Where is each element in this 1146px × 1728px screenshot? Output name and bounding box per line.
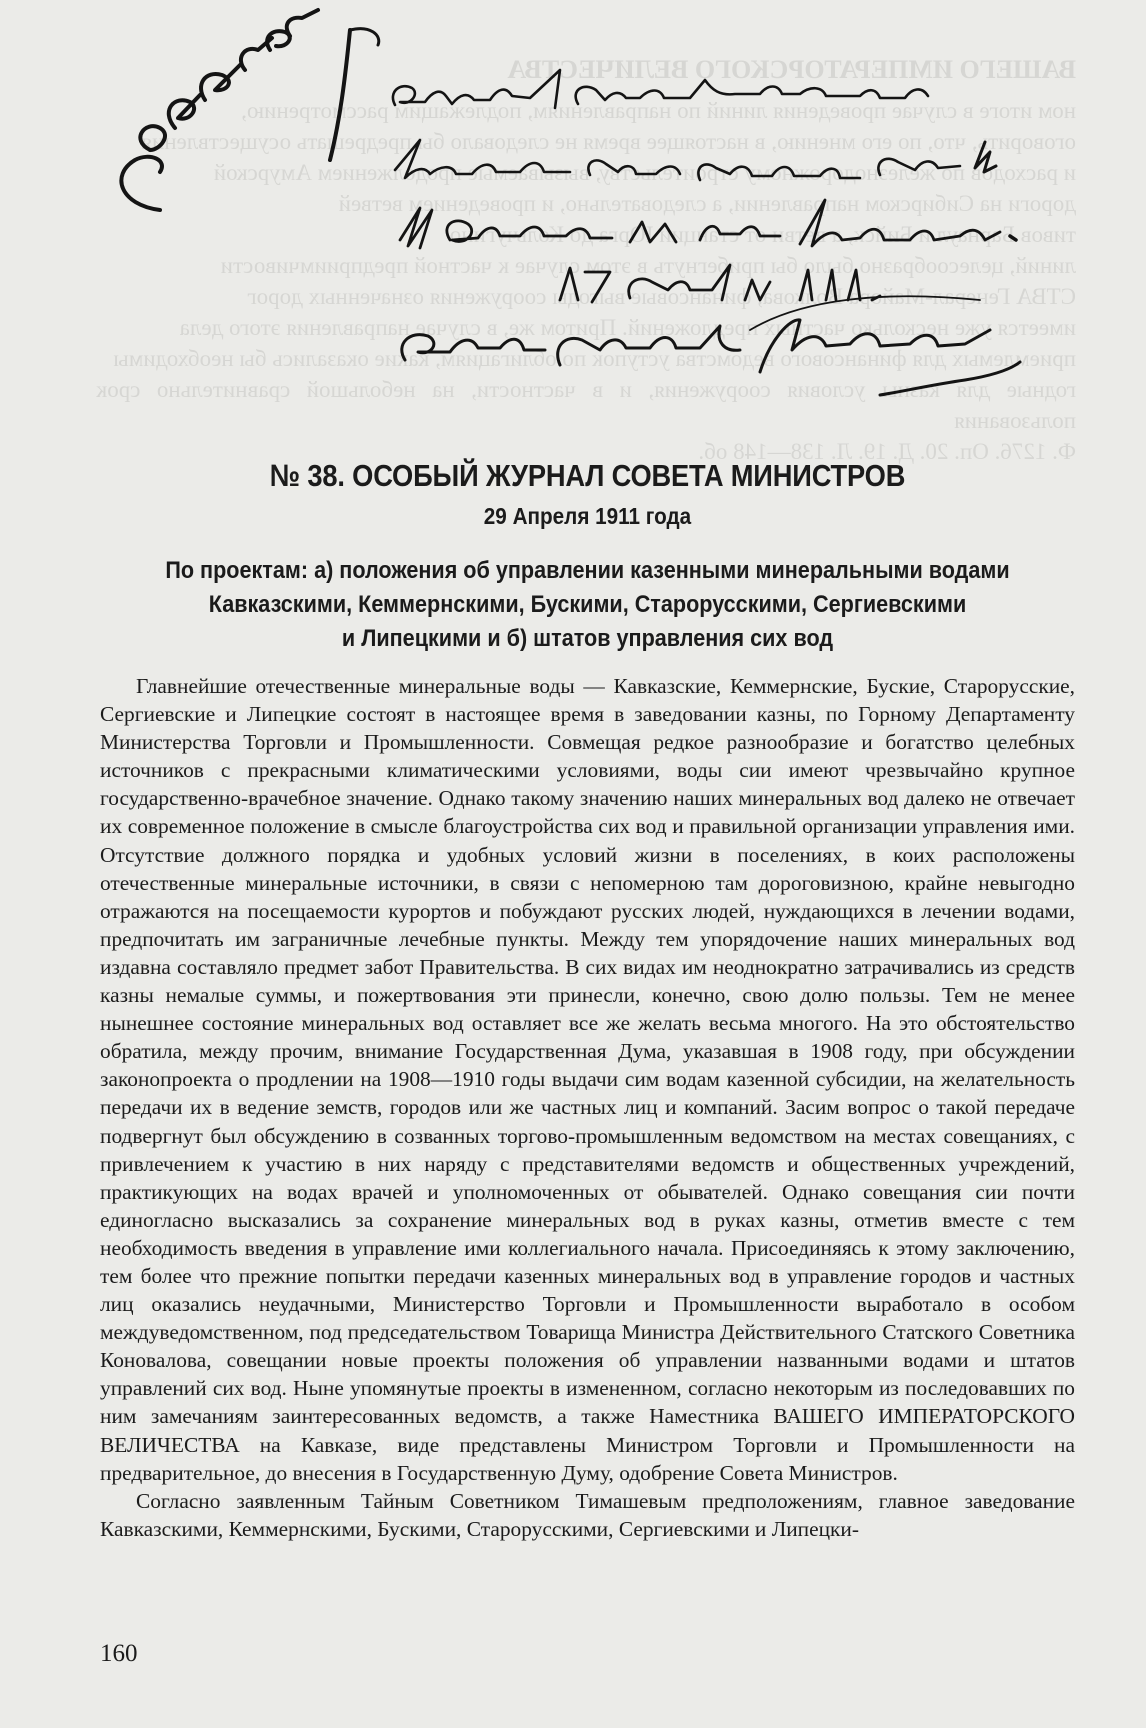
- bleed-through-line: имеется уже несколько частных предложений. Притом же, в случае направления этого дела: [179, 315, 1076, 340]
- page-number: 160: [100, 1640, 138, 1667]
- handwriting-line-4: [560, 265, 880, 302]
- document-content: [100, 456, 1075, 1543]
- handwriting-line-5: [402, 296, 1020, 395]
- handwriting-line-1: [393, 70, 928, 108]
- bleed-through-line: Ф. 1276. Оп. 20. Д. 19. Л. 138—148 об.: [698, 439, 1076, 464]
- bleed-through-line: линий, целесообразно было бы прибегнуть в этом случае к частной предприимчивости: [220, 253, 1076, 278]
- bleed-through-line: СТВА Генерал-Майора Волкова, финансовые выгоды сооружения означенных дорог: [247, 284, 1076, 309]
- handwriting-line-2: [395, 140, 996, 180]
- document-subject: [149, 554, 1027, 656]
- document-date: 29 Апреля 1911 года: [483, 503, 692, 529]
- subject-line: и Липецкими и б) штатов управления сих вод: [341, 625, 834, 652]
- handwriting-transcription: Согласен: [0, 0, 4, 1]
- subject-line: Кавказскими, Кеммернскими, Бускими, Старорусскими, Сергиевскими: [208, 591, 967, 618]
- subject-line: По проектам: а) положения об управлении казенными минеральными водами: [165, 557, 1010, 584]
- body-paragraph: Главнейшие отечественные минеральные воды — Кавказские, Кеммернские, Буские, Старорусские, Сергиевские и Липецкие состоят в настоящее время в заведовании казны, по Горному Департаменту Министерства Торговли и Промышленности. Совмещая редкое разнообразие и богатство целебных источников с прекрасными климатическими условиями, воды сии имеют чрезвычайно крупное государственно-врачебное значение. Однако такому значению наших минеральных вод далеко не отвечает их современное положение в смысле благоустройства сих вод и правильной организации управления ими. Отсутствие должного порядка и удобных условий жизни в поселениях, в коих расположены отечественные минеральные источники, в связи с непомерною там дороговизною, крайне невыгодно отражаются на посещаемости курортов и побуждают русских людей, нуждающихся в лечении водами, предпочитать им заграничные лечебные пункты. Между тем упорядочение наших минеральных вод издавна составляло предмет забот Правительства. В сих видах им неоднократно затрачивались из средств казны немалые суммы, и пожертвования эти принесли, конечно, свою долю пользы. Тем не менее нынешнее состояние минеральных вод оставляет все же желать весьма многого. На это обстоятельство обратила, между прочим, внимание Государственная Дума, указавшая в 1908 году, при обсуждении законопроекта о продлении на 1908—1910 годы выдачи сим водам казенной субсидии, на желательность передачи их в ведение земств, городов или же частных лиц и компаний. Засим вопрос о такой передаче подвергнут был обсуждению в созванных торгово-промышленным ведомством на местах совещаниях, с привлечением к участию в них наряду с представителями ведомств и общественных учреждений, практикующих на водах врачей и уполномоченных от обывателей. Однако совещания сии почти единогласно высказались за сохранение минеральных вод в руках казны, отметив вместе с тем необходимость введения в управление ими коллегиального начала. Присоединяясь к этому заключению, тем более что прежние попытки передачи казенных минеральных вод в управление городов и частных лиц оказались неудачными, Министерство Торговли и Промышленности выработало в особом междуведомственном, под председательством Товарища Министра Действительного Статского Советника Коновалова, совещании новые проекты положения об управлении названными водами и штатов управлений сих вод. Ныне упомянутые проекты в измененном, согласно некоторым из последовавших по ним замечаниям заинтересованных ведомств, а также Наместника ВАШЕГО ИМПЕРАТОРСКОГО ВЕЛИЧЕСТВА на Кавказе, виде представлены Министром Торговли и Промышленности на предварительное, до внесения в Государственную Думу, одобрение Совета Министров.: [100, 674, 1075, 1485]
- handwritten-resolution: [0, 0, 1146, 420]
- bleed-through-line: тивов Барнаул и Бийск, а ветви от станции Юрга до Кольчугино: [449, 222, 1076, 247]
- bleed-through-line: оговорить, что, по его мнению, в настоящее время не следовало бы предрешать осуществления: [141, 129, 1076, 154]
- bleed-through-line: ном итоге в случае проведения линий по направлениям, подлежащим рассмотрению,: [241, 98, 1076, 123]
- margin-approval-scribble: [121, 10, 318, 210]
- bleed-through-line: годные для казны условия сооружения, и в частности, на небольшой сравнительно срок пользования: [96, 377, 1076, 433]
- bleed-through-title: ВАШЕГО ИМПЕРАТОРСКОГО ВЕЛИЧЕСТВА: [507, 55, 1076, 84]
- handwriting-line-3: [400, 200, 1016, 248]
- document-body: [100, 672, 1075, 1543]
- bleed-through-line: приемлемых для финансового ведомства уступок по облигациям, какие оказались бы необходимы: [113, 346, 1076, 371]
- bleed-through-line: дороги на Сибирском направлении, а следовательно, и проведением ветвей: [338, 191, 1076, 216]
- document-title: № 38. ОСОБЫЙ ЖУРНАЛ СОВЕТА МИНИСТРОВ: [269, 458, 906, 493]
- bleed-through-line: и расходов по железнодорожному строительству, вызываемые продолжением Амурской: [213, 160, 1076, 185]
- body-paragraph: Согласно заявленным Тайным Советником Тимашевым предположениям, главное заведование Кавказскими, Кеммернскими, Бускими, Старорусскими, Сергиевскими и Липецки-: [100, 1488, 1075, 1541]
